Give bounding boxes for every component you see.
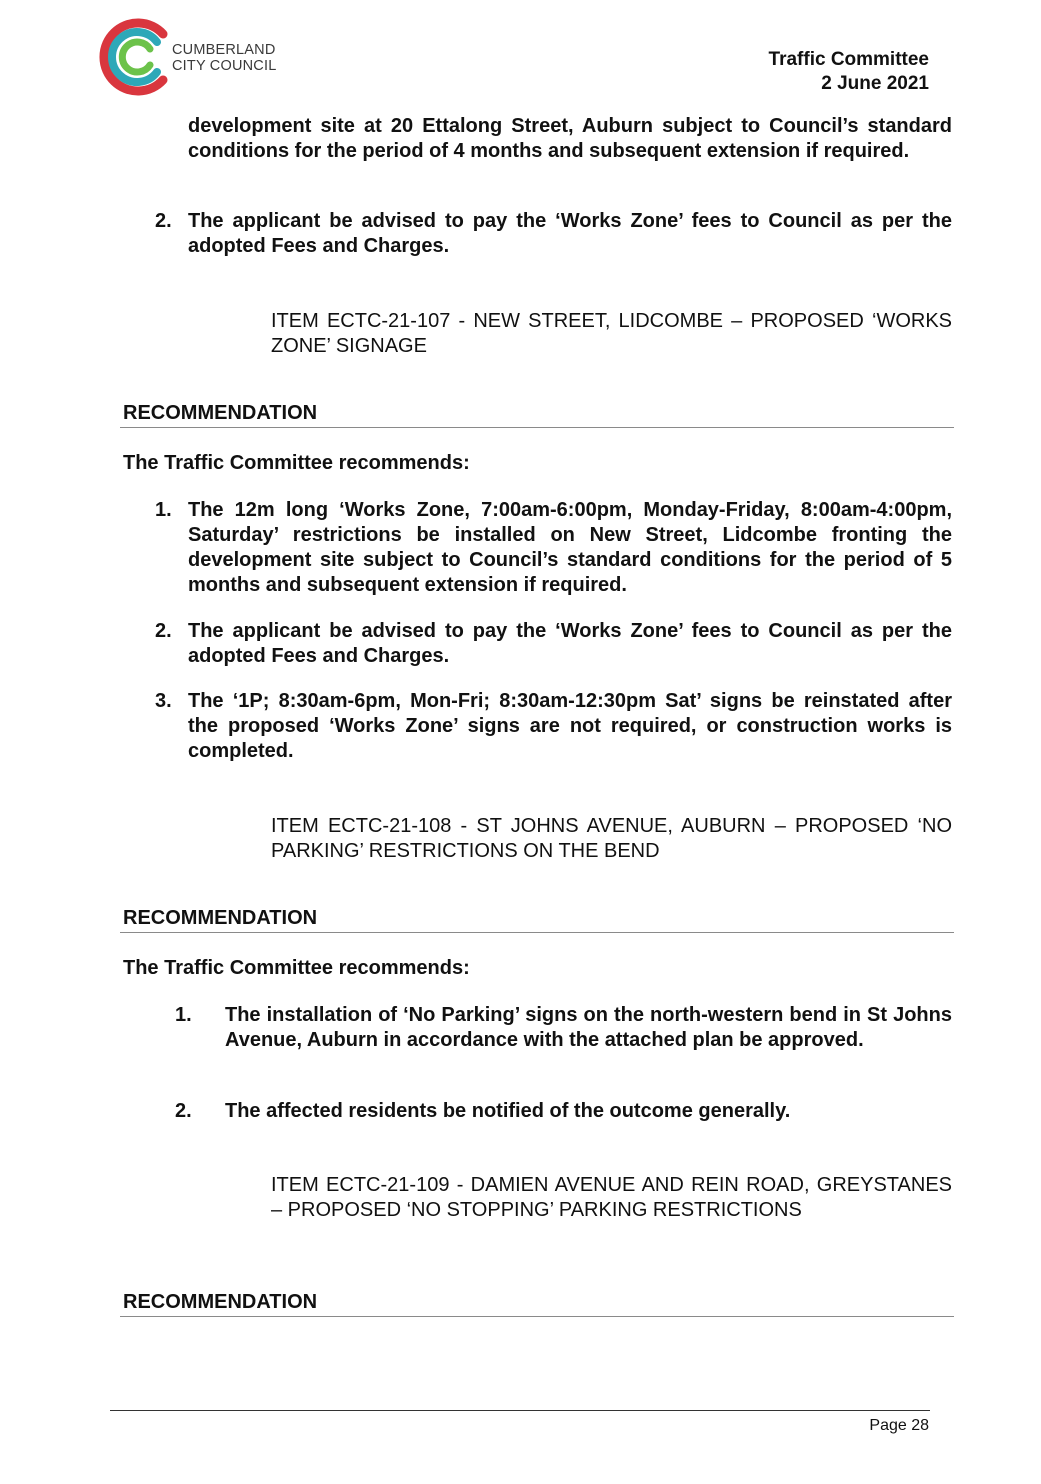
item-107-title: ITEM ECTC-21-107 - NEW STREET, LIDCOMBE – PROPOSED ‘WORKS ZONE’ SIGNAGE bbox=[271, 310, 952, 357]
footer-divider bbox=[110, 1410, 930, 1411]
list-number: 1. bbox=[155, 499, 172, 521]
recommendation-heading: RECOMMENDATION bbox=[123, 402, 318, 424]
document-header bbox=[769, 48, 929, 96]
recommendation-heading: RECOMMENDATION bbox=[123, 1291, 318, 1313]
list-number: 3. bbox=[155, 690, 172, 712]
list-item: The 12m long ‘Works Zone, 7:00am-6:00pm, Monday-Friday, 8:00am-4:00pm, Saturday’ restrictions be installed on New Street, Lidcombe fronting the development site subject to Council’s standard conditions for the period of 5 months and subsequent extension if required. bbox=[188, 499, 952, 596]
recommendation-heading: RECOMMENDATION bbox=[123, 907, 318, 929]
list-item: The affected residents be notified of the outcome generally. bbox=[225, 1100, 791, 1122]
item-108-title: ITEM ECTC-21-108 - ST JOHNS AVENUE, AUBURN – PROPOSED ‘NO PARKING’ RESTRICTIONS ON THE BEND bbox=[271, 815, 952, 862]
recommends-intro: The Traffic Committee recommends: bbox=[123, 452, 470, 474]
section-divider bbox=[120, 1316, 954, 1317]
council-name bbox=[172, 42, 276, 74]
list-number: 2. bbox=[175, 1100, 192, 1122]
section-divider bbox=[120, 932, 954, 933]
council-name-line1: CUMBERLAND bbox=[172, 42, 276, 58]
item-109-title: ITEM ECTC-21-109 - DAMIEN AVENUE AND REIN ROAD, GREYSTANES – PROPOSED ‘NO STOPPING’ PARKING RESTRICTIONS bbox=[271, 1174, 952, 1221]
continuation-text: development site at 20 Ettalong Street, Auburn subject to Council’s standard conditions for the period of 4 months and subsequent extension if required. bbox=[188, 115, 952, 162]
section-divider bbox=[120, 427, 954, 428]
list-item: The ‘1P; 8:30am-6pm, Mon-Fri; 8:30am-12:30pm Sat’ signs be reinstated after the proposed ‘Works Zone’ signs are not required, or construction works is completed. bbox=[188, 690, 952, 762]
recommends-intro: The Traffic Committee recommends: bbox=[123, 957, 470, 979]
meeting-date: 2 June 2021 bbox=[821, 73, 929, 94]
council-logo-icon bbox=[97, 16, 169, 98]
list-item: The applicant be advised to pay the ‘Works Zone’ fees to Council as per the adopted Fees and Charges. bbox=[188, 210, 952, 257]
list-number: 2. bbox=[155, 620, 172, 642]
committee-name: Traffic Committee bbox=[768, 49, 929, 70]
list-number: 1. bbox=[175, 1004, 192, 1026]
list-item: The applicant be advised to pay the ‘Works Zone’ fees to Council as per the adopted Fees and Charges. bbox=[188, 620, 952, 667]
list-item: The installation of ‘No Parking’ signs on the north-western bend in St Johns Avenue, Auburn in accordance with the attached plan be approved. bbox=[225, 1004, 952, 1051]
page-number: Page 28 bbox=[869, 1417, 929, 1434]
council-logo bbox=[97, 16, 169, 98]
council-name-line2: CITY COUNCIL bbox=[172, 58, 277, 74]
list-number: 2. bbox=[155, 210, 172, 232]
